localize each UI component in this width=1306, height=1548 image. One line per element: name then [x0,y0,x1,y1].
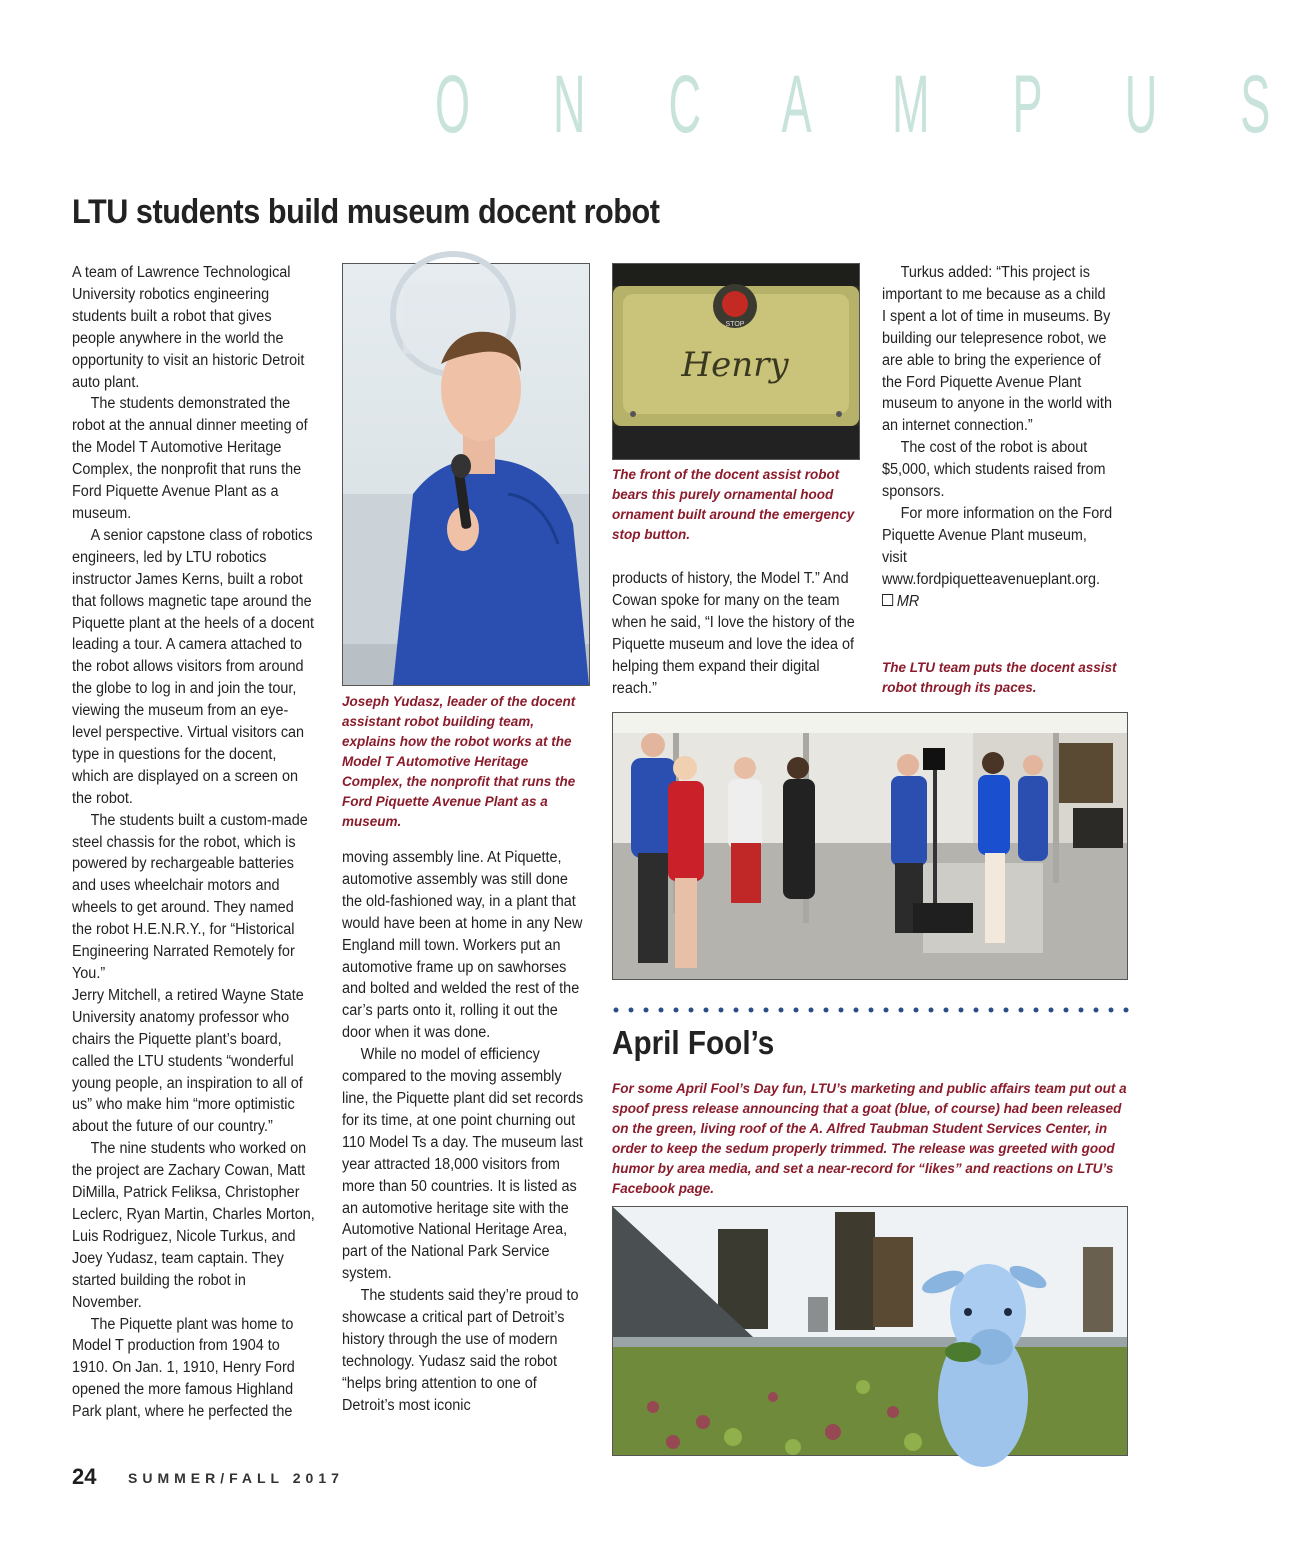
paragraph: While no model of efficiency compared to the moving assembly line, the Piquette plant did set records for its time, at one point churning out 110 Model Ts a day. The museum last year attracted 18,000 visitors from more than 50 countries. It is listed as an automotive heritage site with the Automotive National Heritage Area, part of the National Park Service system. [342,1046,584,1283]
signoff [882,591,1113,613]
author-initials: MR [896,592,920,610]
article-column-1 [72,262,316,1423]
team-photo-illustration [613,713,1127,979]
paragraph: The students said they’re proud to showcase a critical part of Detroit’s history through the use of modern technology. Yudasz said the robot “helps bring attention to one of Detroit’s most iconic [342,1287,579,1414]
paragraph: The Piquette plant was home to Model T production from 1904 to 1910. On Jan. 1, 1910, Henry Ford opened the more famous Highland Park plant, where he perfected the [72,1315,295,1421]
issue-label: SUMMER/FALL 2017 [128,1470,344,1486]
team-caption: The LTU team puts the docent assist robot through its paces. [882,660,1117,695]
paragraph: Turkus added: “This project is important to me because as a child I spent a lot of time in museums. By building our telepresence robot, we are able to bring the experience of the Ford Piquette Avenue Plant museum to anyone in the world with an internet connection.” [882,264,1112,435]
team-photo [612,712,1128,980]
april-fools-heading: April Fool’s [612,1024,775,1061]
section-title: O N C A M P U S [435,59,1306,150]
goat-photo-illustration [613,1207,1127,1455]
april-fools-caption: For some April Fool’s Day fun, LTU’s marketing and public affairs team put out a spoof press release announcing that a goat (blue, of course) had been released on the green, living roof of the A. Alfred Taubman Student Services Center, in order to keep the sedum properly trimmed. The release was greeted with good humor by area media, and set a near-record for “likes” and reactions on LTU’s Facebook page. [612,1081,1127,1196]
paragraph: The cost of the robot is about $5,000, which students raised from sponsors. [882,439,1106,501]
yudasz-caption: Joseph Yudasz, leader of the docent assistant robot building team, explains how the robot works at the Model T Automotive Heritage Complex, the nonprofit that runs the Ford Piquette Avenue Plant as a museum. [342,694,576,829]
section-divider [612,1002,1132,1012]
hood-caption: The front of the docent assist robot bears this purely ornamental hood ornament built around the emergency stop button. [612,467,855,542]
yudasz-illustration [343,264,589,685]
hood-ornament-illustration [613,264,859,459]
dotted-rule [612,1005,1132,1015]
henry-script: Henry [681,345,789,385]
paragraph: A senior capstone class of robotics engineers, led by LTU robotics instructor James Kerns, built a robot that follows magnetic tape around the Piquette plant at the heels of a docent leading a tour. A camera attached to the robot allows visitors from around the globe to log in and join the tour, viewing the museum from an eye-level perspective. Virtual visitors can type in questions for the docent, which are displayed on a screen on the robot. [72,526,315,807]
hood-ornament-photo [612,263,860,460]
paragraph: The students built a custom-made steel chassis for the robot, which is powered by rechargeable batteries and uses wheelchair motors and wheels to get around. They named the robot H.E.N.R.Y., for “Historical Engineering Narrated Remotely for You.” [72,811,308,982]
article-column-2 [342,847,588,1417]
paragraph: Jerry Mitchell, a retired Wayne State University anatomy professor who chairs the Piquette plant’s board, called the LTU students “wonderful young people, an inspiration to all of us” who make him “more optimistic about the future of our country.” [72,986,304,1136]
article-column-3 [612,568,856,699]
page-number: 24 [72,1464,97,1489]
yudasz-photo [342,263,590,686]
end-mark-icon [882,594,893,606]
paragraph: The nine students who worked on the project are Zachary Cowan, Matt DiMilla, Patrick Feliksa, Christopher Leclerc, Ryan Martin, Charles Morton, Luis Rodriguez, Nicole Turkus, and Joey Yudasz, team captain. They started building the robot in November. [72,1140,315,1311]
estop-label: STOP [725,321,745,328]
goat-photo [612,1206,1128,1456]
article-column-4 [882,262,1113,613]
paragraph: For more information on the Ford Piquette Avenue Plant museum, visit www.fordpiquetteavenueplant.org. [882,504,1113,588]
article-headline: LTU students build museum docent robot [72,193,660,231]
paragraph: The students demonstrated the robot at the annual dinner meeting of the Model T Automotive Heritage Complex, the nonprofit that runs the Ford Piquette Avenue Plant as a museum. [72,395,308,522]
paragraph: products of history, the Model T.” And Cowan spoke for many on the team when he said, “I love the history of the Piquette museum and love the idea of helping them expand their digital reach.” [612,570,855,697]
paragraph: moving assembly line. At Piquette, automotive assembly was still done the old-fashioned way, in a plant that would have been at home in any New England mill town. Workers put an automotive frame up on sawhorses and bolted and welded the rest of the car’s parts onto it, rolling it out the door when it was done. [342,849,583,1042]
paragraph: A team of Lawrence Technological University robotics engineering students built a robot that gives people anywhere in the world the opportunity to visit an historic Detroit auto plant. [72,264,305,391]
